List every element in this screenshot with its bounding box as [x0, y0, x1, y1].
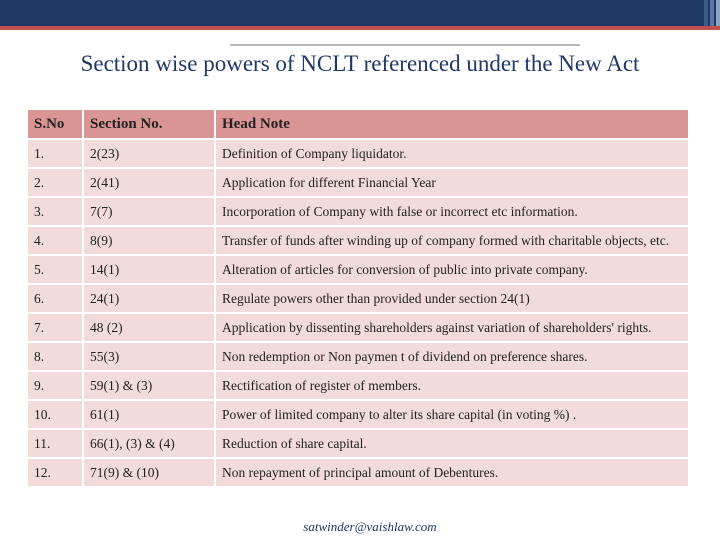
cell-headnote: Incorporation of Company with false or incorrect etc information.: [216, 198, 688, 225]
table-row: [28, 256, 688, 283]
cell-sno: 7.: [28, 314, 82, 341]
stripe: [716, 0, 720, 26]
cell-section: 48 (2): [84, 314, 214, 341]
cell-sno: 1.: [28, 140, 82, 167]
cell-section: 14(1): [84, 256, 214, 283]
table-row: [28, 227, 688, 254]
cell-sno: 9.: [28, 372, 82, 399]
cell-headnote: Rectification of register of members.: [216, 372, 688, 399]
slide-title: Section wise powers of NCLT referenced under the New Act: [80, 51, 640, 76]
table-header-row: [28, 110, 688, 138]
cell-sno: 5.: [28, 256, 82, 283]
stripe: [704, 0, 708, 26]
cell-headnote: Application for different Financial Year: [216, 169, 688, 196]
sections-table: [26, 108, 690, 488]
table-row: [28, 198, 688, 225]
title-rule: [230, 44, 580, 46]
table-row: [28, 140, 688, 167]
table-row: [28, 372, 688, 399]
table-row: [28, 314, 688, 341]
cell-headnote: Application by dissenting shareholders against variation of shareholders' rights.: [216, 314, 688, 341]
header-headnote: Head Note: [216, 110, 688, 138]
header-stripes: [684, 0, 720, 26]
cell-headnote: Power of limited company to alter its share capital (in voting %) .: [216, 401, 688, 428]
header-band: [0, 0, 720, 26]
cell-sno: 8.: [28, 343, 82, 370]
header-accent-line: [0, 26, 720, 30]
cell-section: 2(41): [84, 169, 214, 196]
cell-section: 66(1), (3) & (4): [84, 430, 214, 457]
cell-sno: 11.: [28, 430, 82, 457]
header-sno: S.No: [28, 110, 82, 138]
table-row: [28, 285, 688, 312]
cell-sno: 6.: [28, 285, 82, 312]
cell-section: 59(1) & (3): [84, 372, 214, 399]
cell-sno: 2.: [28, 169, 82, 196]
header-section: Section No.: [84, 110, 214, 138]
cell-sno: 3.: [28, 198, 82, 225]
table-row: [28, 169, 688, 196]
cell-section: 71(9) & (10): [84, 459, 214, 486]
cell-section: 8(9): [84, 227, 214, 254]
cell-section: 2(23): [84, 140, 214, 167]
cell-headnote: Reduction of share capital.: [216, 430, 688, 457]
cell-headnote: Non redemption or Non paymen t of dividend on preference shares.: [216, 343, 688, 370]
cell-section: 7(7): [84, 198, 214, 225]
cell-section: 24(1): [84, 285, 214, 312]
cell-headnote: Regulate powers other than provided under section 24(1): [216, 285, 688, 312]
cell-headnote: Non repayment of principal amount of Debentures.: [216, 459, 688, 486]
cell-headnote: Definition of Company liquidator.: [216, 140, 688, 167]
cell-section: 55(3): [84, 343, 214, 370]
footer-email: satwinder@vaishlaw.com: [303, 519, 437, 534]
table-row: [28, 343, 688, 370]
stripe: [710, 0, 714, 26]
table-row: [28, 401, 688, 428]
cell-sno: 4.: [28, 227, 82, 254]
table-row: [28, 430, 688, 457]
cell-sno: 10.: [28, 401, 82, 428]
cell-headnote: Transfer of funds after winding up of company formed with charitable objects, etc.: [216, 227, 688, 254]
cell-headnote: Alteration of articles for conversion of public into private company.: [216, 256, 688, 283]
cell-section: 61(1): [84, 401, 214, 428]
table-row: [28, 459, 688, 486]
cell-sno: 12.: [28, 459, 82, 486]
